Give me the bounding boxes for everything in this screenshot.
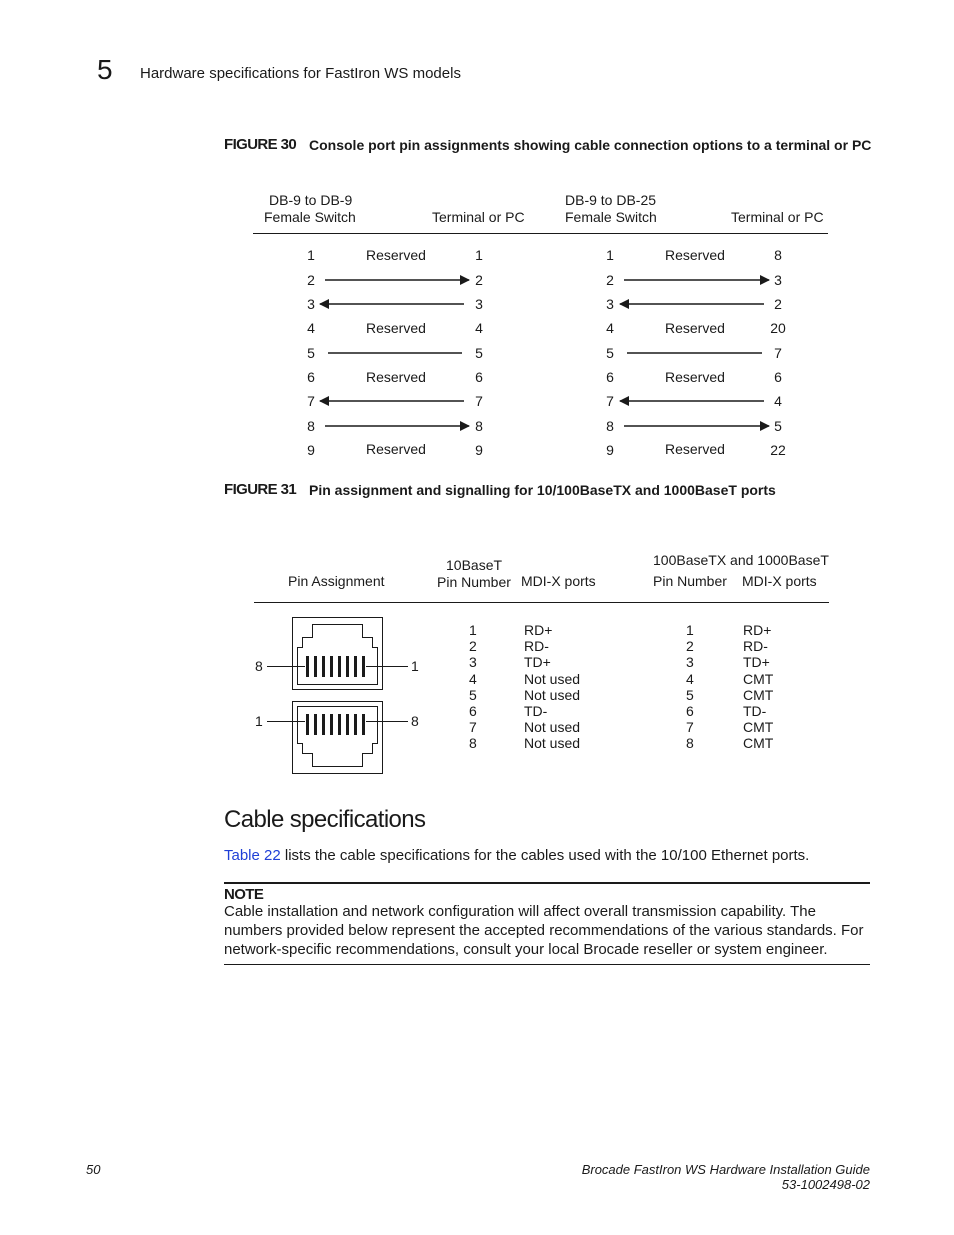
- pin-to: 2: [774, 296, 782, 312]
- pin-from: 4: [307, 320, 315, 336]
- pin-to: 20: [770, 320, 786, 336]
- pin-to: 4: [774, 393, 782, 409]
- pin-to: 8: [774, 247, 782, 263]
- 10baset-header: 10BaseT: [446, 557, 503, 573]
- pin-from: 5: [307, 345, 315, 361]
- note-top-rule: [224, 882, 870, 884]
- figure-31-title: Pin assignment and signalling for 10/100BaseTX and 1000BaseT ports: [309, 482, 776, 498]
- pin-from: 8: [606, 418, 614, 434]
- page-number: 50: [86, 1162, 101, 1177]
- pin-from: 7: [606, 393, 614, 409]
- 10baset-signals: RD+ RD- TD+ Not used Not used TD- Not used Not used: [524, 622, 581, 752]
- connector-top-left-pin: 8: [255, 658, 263, 674]
- figure-30-title: Console port pin assignments showing cable connection options to a terminal or PC: [309, 137, 872, 153]
- db9-db25-header-line1: DB-9 to DB-25: [565, 192, 657, 208]
- pin-to: 5: [774, 418, 782, 434]
- 100basetx-mdix-header: MDI-X ports: [742, 573, 817, 589]
- 10baset-pin-numbers: 1 2 3 4 5 6 7 8: [469, 622, 477, 752]
- 100basetx-signals: RD+ RD- TD+ CMT CMT TD- CMT CMT: [743, 622, 774, 752]
- section-paragraph: [224, 847, 809, 864]
- pin-to: 2: [475, 272, 483, 288]
- document-number: 53-1002498-02: [781, 1177, 870, 1192]
- db9-db9-header-line2: Female Switch: [264, 209, 356, 225]
- 10baset-pin-number-header: Pin Number: [437, 574, 511, 590]
- pin-to: 7: [475, 393, 483, 409]
- section-paragraph-text: lists the cable specifications for the cables used with the 10/100 Ethernet ports.: [280, 847, 810, 864]
- left-terminal-header: Terminal or PC: [432, 209, 525, 225]
- note-label: NOTE: [224, 886, 264, 903]
- connector-bottom-left-pin: 1: [255, 713, 263, 729]
- reserved-label: Reserved: [366, 441, 426, 457]
- pin-from: 3: [606, 296, 614, 312]
- rj45-bottom-icon: [267, 702, 408, 774]
- pin-from: 9: [307, 442, 315, 458]
- pin-from: 4: [606, 320, 614, 336]
- table-22-link[interactable]: Table 22: [224, 847, 281, 864]
- 10baset-mdix-header: MDI-X ports: [521, 573, 596, 589]
- pin-from: 2: [606, 272, 614, 288]
- pin-to: 3: [475, 296, 483, 312]
- pin-to: 1: [475, 247, 483, 263]
- pin-to: 3: [774, 272, 782, 288]
- pin-from: 6: [606, 369, 614, 385]
- rj45-top-icon: [267, 618, 408, 690]
- pin-to: 9: [475, 442, 483, 458]
- pin-to: 8: [475, 418, 483, 434]
- reserved-label: Reserved: [366, 320, 426, 336]
- pin-from: 1: [307, 247, 315, 263]
- pin-to: 6: [475, 369, 483, 385]
- 100basetx-pin-numbers: 1 2 3 4 5 6 7 8: [686, 622, 694, 752]
- figure-30-label: FIGURE 30: [224, 136, 297, 153]
- pin-to: 6: [774, 369, 782, 385]
- right-terminal-header: Terminal or PC: [731, 209, 824, 225]
- note-bottom-rule: [224, 964, 870, 965]
- reserved-label: Reserved: [366, 247, 426, 263]
- reserved-label: Reserved: [366, 369, 426, 385]
- pin-to: 4: [475, 320, 483, 336]
- guide-title: Brocade FastIron WS Hardware Installation Guide: [581, 1162, 870, 1177]
- connector-top-right-pin: 1: [411, 658, 419, 674]
- pin-from: 2: [307, 272, 315, 288]
- pin-from: 8: [307, 418, 315, 434]
- reserved-label: Reserved: [665, 441, 725, 457]
- chapter-number: 5: [97, 54, 113, 85]
- pin-from: 3: [307, 296, 315, 312]
- pin-from: 1: [606, 247, 614, 263]
- connector-bottom-right-pin: 8: [411, 713, 419, 729]
- note-text: Cable installation and network configuration will affect overall transmission capability. The numbers provided below represent the accepted recommendations of the various standards. For network-specific recommendations, consult your local Brocade reseller or system engineer.: [224, 903, 864, 958]
- reserved-label: Reserved: [665, 320, 725, 336]
- db9-db25-header-line2: Female Switch: [565, 209, 657, 225]
- pin-from: 5: [606, 345, 614, 361]
- pin-assignment-header: Pin Assignment: [288, 573, 385, 589]
- pin-to: 7: [774, 345, 782, 361]
- running-head: Hardware specifications for FastIron WS models: [140, 65, 461, 82]
- 100basetx-pin-number-header: Pin Number: [653, 573, 727, 589]
- pin-from: 6: [307, 369, 315, 385]
- pin-from: 9: [606, 442, 614, 458]
- section-heading: Cable specifications: [224, 806, 426, 833]
- pin-from: 7: [307, 393, 315, 409]
- db9-db9-header-line1: DB-9 to DB-9: [269, 192, 353, 208]
- pin-to: 5: [475, 345, 483, 361]
- 100basetx-1000baset-header: 100BaseTX and 1000BaseT: [653, 552, 829, 568]
- reserved-label: Reserved: [665, 247, 725, 263]
- pin-to: 22: [770, 442, 786, 458]
- figure-31-label: FIGURE 31: [224, 481, 297, 498]
- reserved-label: Reserved: [665, 369, 725, 385]
